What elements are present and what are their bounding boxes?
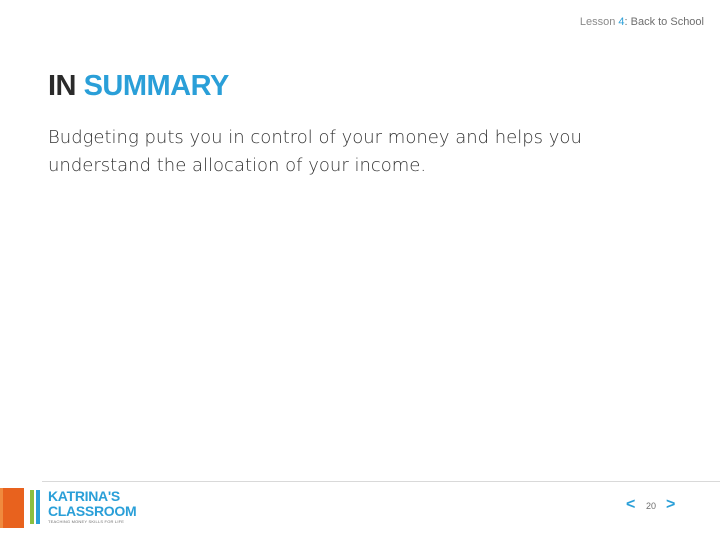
prev-slide-button[interactable]: < xyxy=(626,496,636,513)
footer-accent-stripe xyxy=(0,488,3,528)
logo-green-bar xyxy=(30,490,34,524)
page-title xyxy=(48,70,229,103)
lesson-label: Lesson xyxy=(579,16,619,28)
logo-line2: CLASSROOM xyxy=(48,503,137,519)
logo-tagline: TEACHING MONEY SKILLS FOR LIFE xyxy=(48,519,125,524)
next-slide-button[interactable]: > xyxy=(666,496,676,513)
logo-line1: KATRINA'S xyxy=(48,488,120,504)
title-word-summary: SUMMARY xyxy=(83,70,229,102)
katrinas-classroom-logo xyxy=(30,488,137,528)
logo-blue-bar xyxy=(36,490,40,524)
page-number: 20 xyxy=(646,501,657,511)
footer-divider xyxy=(42,481,720,482)
lesson-header xyxy=(580,16,704,28)
title-word-in: IN xyxy=(48,70,76,102)
lesson-title: : Back to School xyxy=(624,16,704,28)
summary-text: Budgeting puts you in control of your money and helps you understand the allocation of your income. xyxy=(48,127,582,176)
footer-accent-block xyxy=(0,488,24,528)
lesson-number: 4 xyxy=(618,16,625,28)
